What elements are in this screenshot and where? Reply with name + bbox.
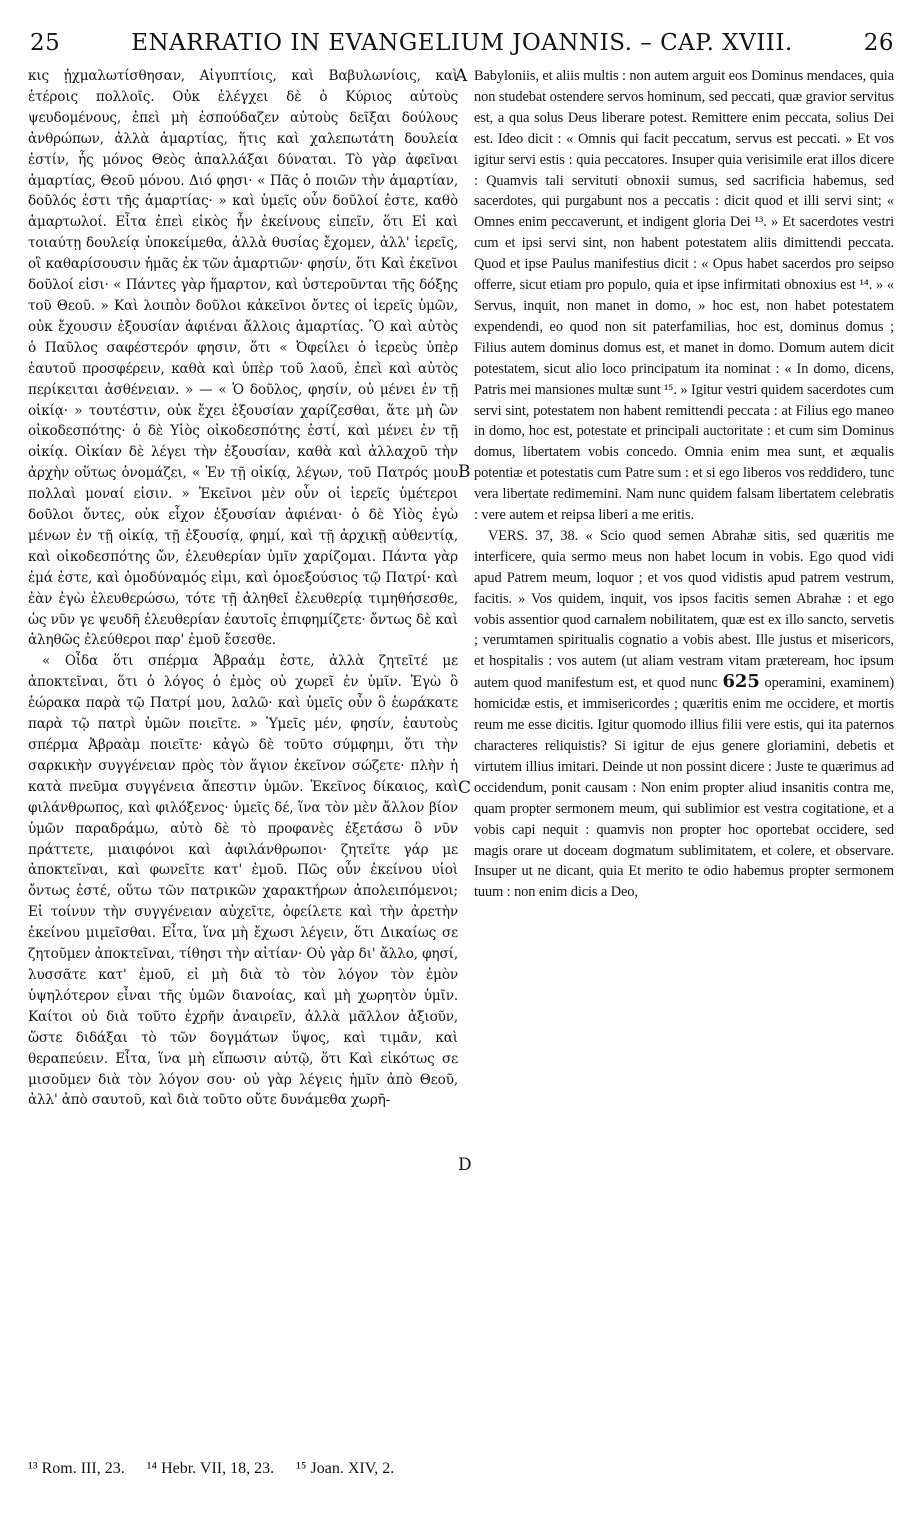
footnote-13: ¹³ Rom. III, 23.	[28, 1460, 125, 1477]
running-title: ENARRATIO IN EVANGELIUM JOANNIS. – CAP. XVIII.	[131, 30, 793, 56]
section-marker-d: D	[458, 1155, 472, 1175]
column-number: 625	[722, 671, 760, 693]
greek-paragraph-1: κις ᾐχμαλωτίσθησαν, Αἰγυπτίοις, καὶ Βαβυλωνίοις, καὶ ἑτέροις πολλοῖς. Οὐκ ἐλέγχει δὲ ὁ Κύριος αὐτοὺς ψευδομένους, ἐπεὶ μὴ ἐσπούδαζεν αὐτοὺς δεῖξαι δούλους ἀνθρώπων, ἀλλὰ ἁμαρτίας, ἥτις καὶ χαλεπωτάτη δουλεία ἐστίν, ἧς μόνος Θεὸς ἀπαλλάξαι δύναται. Τὸ γὰρ ἀφεῖναι ἁμαρτίας, Θεοῦ μόνου. Διό φησι· « Πᾶς ὁ ποιῶν τὴν ἁμαρτίαν, δοῦλός ἐστι τῆς ἁμαρτίας· » καὶ ὑμεῖς οὖν δοῦλοί ἐστε, καθὸ ἁμαρτωλοί. Εἶτα ἐπεὶ εἰκὸς ἦν ἐκείνους εἰπεῖν, ὅτι Εἰ καὶ τοιαύτῃ δουλείᾳ ὑποκείμεθα, ἀλλὰ θυσίας ἔχομεν, ἀλλ' ἱερεῖς, οἳ καθαρίσουσιν ἡμᾶς ἐκ τῶν ἁμαρτιῶν· φησίν, ὅτι Καὶ ἐκεῖνοι δοῦλοί εἰσι· « Πάντες γὰρ ἥμαρτον, καὶ ὑστεροῦνται τῆς δόξης τοῦ Θεοῦ. » Καὶ λοιπὸν δοῦλοι κἀκεῖνοι ὄντες οἱ ἱερεῖς ὑμῶν, οὐκ ἔχουσιν ἐξουσίαν ἀφιέναι ἄλλοις ἁμαρτίας. Ὃ καὶ αὐτὸς ὁ Παῦλος σαφέστερόν φησιν, ὅτι « Ὀφείλει ὁ ἱερεὺς ὑπὲρ ἑαυτοῦ προσφέρειν, καθὰ καὶ ὑπὲρ τοῦ λαοῦ, ἐπεὶ καὶ αὐτὸς περίκειται ἀσθένειαν. » — « Ὁ δοῦλος, φησίν, οὐ μένει ἐν τῇ οἰκίᾳ· » τουτέστιν, οὐκ ἔχει ἐξουσίαν χαρίζεσθαι, ἅτε μὴ ὢν οἰκοδεσπότης· ὁ δὲ Υἱὸς οἰκοδεσπότης ἐστί, καὶ μένει ἐν τῇ οἰκίᾳ. Οἰκίαν δὲ λέγει τὴν ἐξουσίαν, καθὰ καὶ ἀλλαχοῦ τὴν ἀρχὴν οὕτως ὀνομάζει, « Ἐν τῇ οἰκίᾳ, λέγων, τοῦ Πατρός μου πολλαὶ μοναί εἰσιν. » Ἐκεῖνοι μὲν οὖν οἱ ἱερεῖς ὑμέτεροι δοῦλοι ὄντες, οὐκ εἶχον ἐξουσίαν ἀφιέναι· ὁ δὲ Υἱὸς ἐγὼ μένων ἐν τῇ οἰκίᾳ, τῇ ἐξουσίᾳ, φημί, καὶ τῇ ἀρχικῇ αὐθεντίᾳ, καὶ οἰκοδεσπότης ὤν, ἐλευθερίαν ὑμῖν χαρίζομαι. Πάντα γὰρ ἐμά ἐστε, καὶ ὁμοδύναμός εἰμι, καὶ ὁμοεξούσιος τῷ Πατρί· καὶ ἐὰν ἐγὼ ἐλευθερώσω, τότε τῇ ἀληθεῖ ἐλευθερίᾳ τιμηθήσεσθε, ὡς νῦν γε ψευδῆ ἐλευθερίαν ἑαυτοῖς ἐπιφημίζετε· ὄντως δὲ καὶ ἀληθῶς ἐλεύθεροι παρ' ἐμοῦ ἔσεσθε.	[28, 68, 458, 649]
footnote-15: ¹⁵ Joan. XIV, 2.	[296, 1460, 395, 1477]
footnote-14: ¹⁴ Hebr. VII, 18, 23.	[146, 1460, 275, 1477]
section-marker-b: B	[458, 462, 471, 482]
latin-paragraph-1: Babyloniis, et aliis multis : non autem arguit eos Dominus mendaces, quia non studebat ostendere servos hominum, sed peccati, quæ gravior servitus est, a qua solus Deus liberare potest. Remittere enim peccata, solius Dei est. Ideo dicit : « Omnis qui facit peccatum, servus est peccati. » Et vos igitur servi estis : quia peccatores. Insuper quia verisimile erat illos dicere : Quamvis tali servituti obnoxii sumus, sed sacrificia habemus, sed sacerdotes, qui purgabunt nos a peccatis : dicit quod et illi servi sint; « Omnes enim peccaverunt, et indigent gloria Dei ¹³. » Et sacerdotes vestri cum et ipsi servi sint, non habent potestatem aliis dimittendi peccata. Quod et ipse Paulus manifestius dicit : « Opus habet sacerdos pro seipso offerre, sicut etiam pro populo, quia et ipse infirmitati obnoxius est ¹⁴. » « Servus, inquit, non manet in domo, » hoc est, non habet potestatem expendendi, eo quod non sit paterfamilias, hoc est, dominus domus ; Filius autem dominus domus est, et manet in domo. Domum autem dicit potestatem, sicut alio loco principatum ita nominat : « In domo, dicens, Patris mei mansiones multæ sunt ¹⁵. » Igitur vestri quidem sacerdotes cum servi sint, potestatem non habent remittendi peccata : at Filius ego maneo in domo, hoc est, potestate et principali auctoritate : et cum sim Dominus domus, libertatem vobis concedo. Omnia enim mea sunt, et æqualis potentiæ et potestatis cum Patre sum : et si ego liberos vos reddidero, tunc vera libertate redimemini. Nam nunc quidem falsam libertatem celebratis : vere autem et reipsa liberi a me eritis.	[474, 68, 894, 524]
greek-column	[28, 66, 458, 1111]
footnotes	[28, 1460, 908, 1478]
running-head	[30, 30, 894, 64]
latin-paragraph-2-text: VERS. 37, 38. « Scio quod semen Abrahæ sitis, sed quæritis me interficere, quia sermo meus non habet locum in vobis. Ego quod vidi apud Patrem meum, loquor ; et vos quod vidistis apud patrem vestrum, facitis. » Vos quidem, inquit, vos ipsos facitis semen Abrahæ : et ego vobis assentior quod carnalem nobilitatem, quæ est ex illo sancto, servetis ; verumtamen spiritualis cognatio a vobis abest. Ille justus et misericors, et hospitalis : vos autem (ut aliam vestram vitam præteream, hoc ipsum autem quod manifestum est, et quod nunc	[474, 527, 894, 692]
latin-column	[474, 66, 894, 903]
page-number-left: 25	[30, 30, 61, 56]
latin-paragraph-2	[474, 526, 894, 903]
section-marker-a: A	[455, 66, 468, 86]
latin-paragraph-2-continued: operamini, examinem) homicidæ estis, et immisericordes ; quæritis enim me occidere, et mortis reum me esse dicitis. Igitur quomodo illius filii vere estis, qui ita paternos characteres reliquistis? Si igitur de ejus genere gloriamini, debetis et virtutem illius imitari. Deinde ut non possint dicere : Juste te quærimus ad occidendum, ponit causam : Non enim propter aliud insanitis contra me, quam propter sermonem meum, qui sublimior est vestra cogitatione, et a vobis capi nequit : quamvis non propter hoc oportebat occidere, sed magis orare ut doceam dogmatum sublimitatem, et colere, et observare. Insuper ut ne dicant, quia Et merito te odio habemus propter sermonem tuum : non enim dicis a Deo,	[474, 675, 895, 901]
greek-paragraph-2: « Οἶδα ὅτι σπέρμα Ἀβραάμ ἐστε, ἀλλὰ ζητεῖτέ με ἀποκτεῖναι, ὅτι ὁ λόγος ὁ ἐμὸς οὐ χωρεῖ ἐν ὑμῖν. Ἐγὼ ὃ ἑώρακα παρὰ τῷ Πατρί μου, λαλῶ· καὶ ὑμεῖς οὖν ὃ ἑωράκατε παρὰ τῷ πατρὶ ὑμῶν ποιεῖτε. » Ὑμεῖς μέν, φησίν, ἑαυτοὺς σπέρμα Ἀβραὰμ ποιεῖτε· κἀγὼ δὲ τοῦτο σύμφημι, ὅτι τὴν σαρκικὴν συγγένειαν πρὸς τὸν ἅγιον ἐκεῖνον σώζετε· πλὴν ἡ κατὰ πνεῦμα συγγένεια ἄπεστιν ὑμῶν. Ἐκεῖνος δίκαιος, καὶ φιλάνθρωπος, καὶ φιλόξενος· ὑμεῖς δέ, ἵνα τὸν μὲν ἄλλον βίον ὑμῶν παραδράμω, αὐτὸ δὲ τὸ προφανὲς ἐξετάσω ὃ νῦν πράττετε, μιαιφόνοι καὶ ἀφιλάνθρωποι· ζητεῖτε γάρ με ἀποκτεῖναι, καὶ φωνεῖτε κατ' ἐμοῦ. Πῶς οὖν ἐκείνου υἱοὶ ὄντως ἐστέ, οὕτω τῶν πατρικῶν χαρακτήρων ἀπολειπόμενοι; Εἰ τοίνυν τὴν συγγένειαν αὐχεῖτε, ὀφείλετε καὶ τὴν ἀρετὴν ἐκείνου μιμεῖσθαι. Εἶτα, ἵνα μὴ ἔχωσι λέγειν, ὅτι Δικαίως σε ζητοῦμεν ἀποκτεῖναι, τίθησι τὴν αἰτίαν· Οὐ γὰρ δι' ἄλλο, φησί, λυσσᾶτε κατ' ἐμοῦ, εἰ μὴ διὰ τὸ τὸν λόγον τὸν ἐμὸν ὑψηλότερον εἶναι τῆς ὑμῶν διανοίας, καὶ μὴ χωρητὸν ὑμῖν. Καίτοι οὐ διὰ τοῦτο ἐχρῆν ἀναιρεῖν, ἀλλὰ μᾶλλον ἀξιοῦν, ὥστε διδάξαι τὸ τῶν δογμάτων ὕψος, καὶ τιμᾶν, καὶ θεραπεύειν. Εἶτα, ἵνα μὴ εἴπωσιν αὐτῷ, ὅτι Καὶ εἰκότως σε μισοῦμεν διὰ τὸν λόγον σου· οὐ γὰρ λέγεις ἡμῖν ἀπὸ Θεοῦ, ἀλλ' ἀπὸ σαυτοῦ, καὶ διὰ τοῦτο οὔτε δυνάμεθα χωρῆ-	[28, 653, 458, 1109]
page-number-right: 26	[863, 30, 894, 56]
section-marker-c: C	[458, 778, 472, 798]
